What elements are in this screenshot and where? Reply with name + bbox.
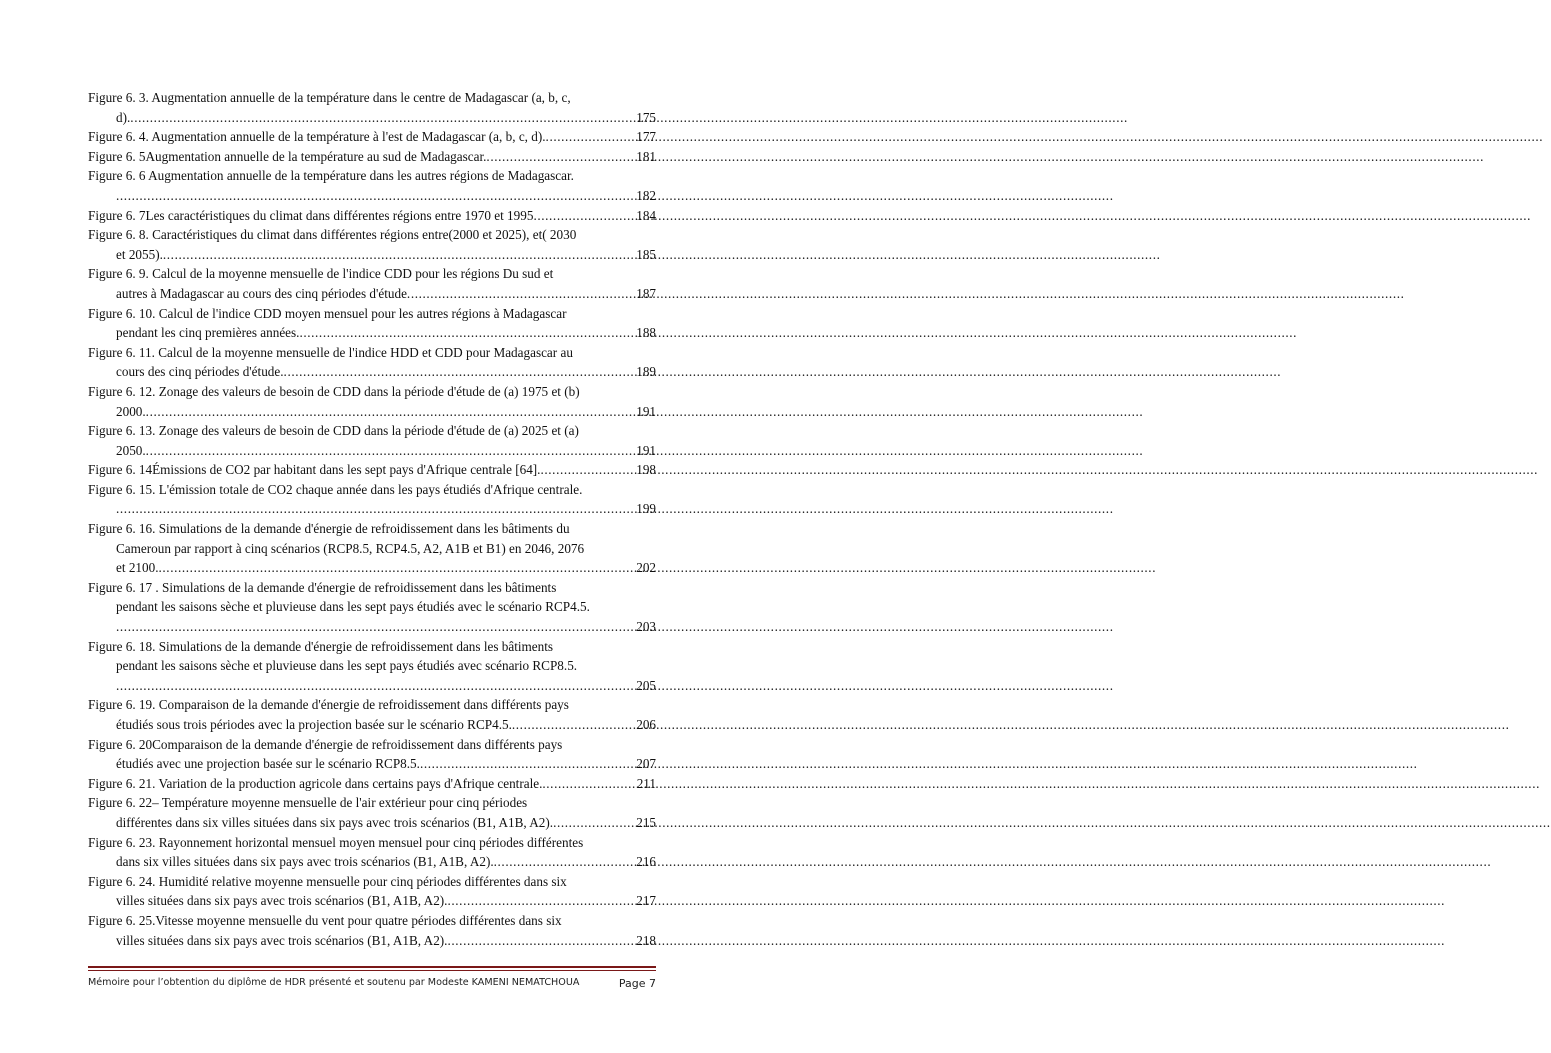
toc-page-number: 188 [636,325,656,341]
dot-leader [486,147,635,167]
toc-page-number: 206 [636,717,656,732]
toc-entry-text: Figure 6. 21. Variation de la production agricole dans certains pays d'Afrique centrale. [88,775,543,791]
toc-entry[interactable] [88,519,656,578]
toc-entry-last-line [88,127,656,147]
dot-leader [407,284,635,304]
toc-page-number: 216 [636,854,656,870]
dot-leader [447,931,635,951]
toc-entry-last-line [88,676,656,696]
toc-entry[interactable] [88,460,656,480]
toc-entry-text: Figure 6. 11. Calcul de la moyenne mensuelle de l'indice HDD et CDD pour Madagascar au [88,344,573,360]
dot-leader [494,852,636,872]
dot-leader [533,206,635,226]
toc-entry-last-line [88,460,656,480]
toc-page-number: 207 [636,756,656,772]
toc-entry-text: Figure 6. 13. Zonage des valeurs de besoin de CDD dans la période d'étude de (a) 2025 et (a) [88,423,579,439]
toc-entry[interactable] [88,88,656,127]
toc-page-number: 205 [636,677,656,693]
toc-page-number: 203 [636,619,656,635]
toc-entry-text: Figure 6. 3. Augmentation annuelle de la température dans le centre de Madagascar (a, b, c, [88,90,571,105]
toc-entry-text: Figure 6. 15. L'émission totale de CO2 chaque année dans les pays étudiés d'Afrique centrale. [88,481,583,497]
dot-leader [299,323,635,343]
toc-entry[interactable] [88,872,656,911]
toc-entry[interactable] [88,147,656,167]
toc-entry[interactable] [88,206,656,226]
toc-entry-last-line [88,715,656,735]
toc-entry-text: Figure 6. 9. Calcul de la moyenne mensuelle de l'indice CDD pour les régions Du sud et [88,266,554,282]
toc-entry-last-line [88,108,656,128]
dot-leader [553,813,635,833]
toc-entry[interactable] [88,793,656,832]
toc-entry[interactable] [88,774,656,794]
toc-entry-text: villes situées dans six pays avec trois scénarios (B1, A1B, A2). [116,893,448,909]
toc-entry-last-line [88,813,656,833]
toc-entry[interactable] [88,304,656,343]
toc-entry-text: Figure 6. 23. Rayonnement horizontal mensuel moyen mensuel pour cinq périodes différentes [88,834,584,850]
dot-leader [159,558,636,578]
toc-page-number: 211 [636,775,656,791]
toc-entry-last-line [88,852,656,872]
dot-leader [146,402,636,422]
footer-rule-thick [88,966,656,968]
toc-entry-last-line [88,402,656,422]
toc-page-number: 199 [636,501,656,517]
toc-entry-text: d). [116,109,131,125]
toc-entry-text: autres à Madagascar au cours des cinq périodes d'étude [116,285,407,301]
toc-entry[interactable] [88,166,656,205]
toc-entry[interactable] [88,480,656,519]
toc-entry[interactable] [88,911,656,950]
footer-rule-thin [88,970,656,971]
toc-entry[interactable] [88,127,656,147]
toc-entry-text: Figure 6. 12. Zonage des valeurs de besoin de CDD dans la période d'étude de (a) 1975 et (b) [88,383,580,399]
toc-entry-text: Figure 6. 7Les caractéristiques du climat dans différentes régions entre 1970 et 1995 [88,207,534,223]
dot-leader [420,754,635,774]
toc-entry-text: cours des cinq périodes d'étude. [116,364,284,380]
toc-entry-last-line [88,441,656,461]
toc-entry-last-line [88,931,656,951]
toc-page-number: 198 [636,462,656,478]
toc-entry-text: 2050. [116,442,146,458]
dot-leader [546,127,636,147]
toc-entry-text: Figure 6. 24. Humidité relative moyenne mensuelle pour cinq périodes différentes dans six [88,873,567,889]
toc-page-number: 181 [636,148,656,164]
table-of-figures [88,88,656,950]
dot-leader [512,715,635,735]
toc-entry[interactable] [88,264,656,303]
toc-entry[interactable] [88,382,656,421]
toc-entry-text: Cameroun par rapport à cinq scénarios (RCP8.5, RCP4.5, A2, A1B et B1) en 2046, 2076 [116,540,585,556]
toc-entry[interactable] [88,735,656,774]
toc-entry-last-line [88,186,656,206]
toc-entry-last-line [88,558,656,578]
toc-entry[interactable] [88,637,656,696]
toc-entry-text: Figure 6. 25.Vitesse moyenne mensuelle du vent pour quatre périodes différentes dans six [88,912,562,928]
toc-page-number: 182 [636,187,656,203]
toc-entry-last-line [88,245,656,265]
toc-entry[interactable] [88,421,656,460]
dot-leader [146,441,636,461]
toc-entry-text: étudiés sous trois périodes avec la projection basée sur le scénario RCP4.5. [116,717,512,732]
dot-leader [130,108,635,128]
toc-entry-text: 2000. [116,403,146,419]
toc-page-number: 175 [636,109,656,125]
toc-entry-text: Figure 6. 18. Simulations de la demande d'énergie de refroidissement dans les bâtiments [88,638,554,654]
toc-entry-text: dans six villes situées dans six pays avec trois scénarios (B1, A1B, A2). [116,854,494,870]
toc-entry-last-line [88,284,656,304]
toc-entry-text: Figure 6. 20Comparaison de la demande d'énergie de refroidissement dans différents pays [88,736,563,752]
toc-entry-last-line [88,617,656,637]
dot-leader [542,774,635,794]
toc-entry-text: Figure 6. 4. Augmentation annuelle de la température à l'est de Madagascar (a, b, c, d). [88,129,546,145]
dot-leader [284,362,636,382]
toc-entry-text: Figure 6. 17 . Simulations de la demande d'énergie de refroidissement dans les bâtiments [88,579,557,595]
toc-page-number: 187 [636,285,656,301]
toc-entry-text: pendant les cinq premières années. [116,325,300,341]
toc-entry[interactable] [88,695,656,734]
toc-entry-text: Figure 6. 6 Augmentation annuelle de la température dans les autres régions de Madagascar. [88,168,574,184]
dot-leader [540,460,635,480]
dot-leader [116,617,635,637]
dot-leader [163,245,635,265]
toc-entry-text: pendant les saisons sèche et pluvieuse dans les sept pays étudiés avec scénario RCP8.5. [116,658,578,674]
toc-entry-text: Figure 6. 14Émissions de CO2 par habitant dans les sept pays d'Afrique centrale [64]. [88,462,541,478]
toc-entry[interactable] [88,225,656,264]
toc-page-number: 191 [636,442,656,458]
dot-leader [116,676,635,696]
toc-page-number: 202 [636,560,656,576]
toc-entry-text: et 2100. [116,560,159,576]
toc-entry-last-line [88,362,656,382]
toc-entry-last-line [88,206,656,226]
toc-page-number: 217 [636,893,656,909]
page-footer [88,977,656,990]
toc-page-number: 189 [636,364,656,380]
toc-page-number: 215 [636,814,656,830]
toc-entry-text: Figure 6. 16. Simulations de la demande d'énergie de refroidissement dans les bâtiments du [88,521,570,537]
toc-entry-text: Figure 6. 10. Calcul de l'indice CDD moyen mensuel pour les autres régions à Madagascar [88,305,567,321]
dot-leader [116,499,635,519]
toc-page-number: 185 [636,246,656,262]
toc-entry[interactable] [88,578,656,637]
toc-entry-text: Figure 6. 8. Caractéristiques du climat dans différentes régions entre(2000 et 2025), et( 2030 [88,227,577,243]
dot-leader [116,186,635,206]
toc-page-number: 177 [636,129,656,145]
toc-entry-text: villes situées dans six pays avec trois scénarios (B1, A1B, A2). [116,932,448,948]
toc-entry-text: Figure 6. 22– Température moyenne mensuelle de l'air extérieur pour cinq périodes [88,795,528,811]
toc-entry-last-line [88,891,656,911]
toc-page-number: 184 [636,207,656,223]
toc-entry-last-line [88,774,656,794]
toc-entry-last-line [88,499,656,519]
toc-page-number: 218 [636,932,656,948]
toc-entry-text: différentes dans six villes situées dans six pays avec trois scénarios (B1, A1B, A2). [116,814,554,830]
toc-page-number: 191 [636,403,656,419]
toc-entry-last-line [88,147,656,167]
footer-text: Mémoire pour l’obtention du diplôme de HDR présenté et soutenu par Modeste KAMENI NEMATCHOUA [88,977,580,988]
toc-entry-text: Figure 6. 5Augmentation annuelle de la température au sud de Madagascar. [88,148,487,164]
toc-entry[interactable] [88,833,656,872]
toc-entry[interactable] [88,343,656,382]
toc-entry-last-line [88,323,656,343]
document-page [0,0,745,1053]
toc-entry-text: et 2055). [116,246,163,262]
toc-entry-text: Figure 6. 19. Comparaison de la demande d'énergie de refroidissement dans différents pays [88,697,569,713]
toc-entry-text: étudiés avec une projection basée sur le scénario RCP8.5. [116,756,420,772]
toc-entry-text: pendant les saisons sèche et pluvieuse dans les sept pays étudiés avec le scénario RCP4.5. [116,599,590,615]
dot-leader [447,891,635,911]
footer-page-number: Page 7 [618,977,656,990]
toc-entry-last-line [88,754,656,774]
